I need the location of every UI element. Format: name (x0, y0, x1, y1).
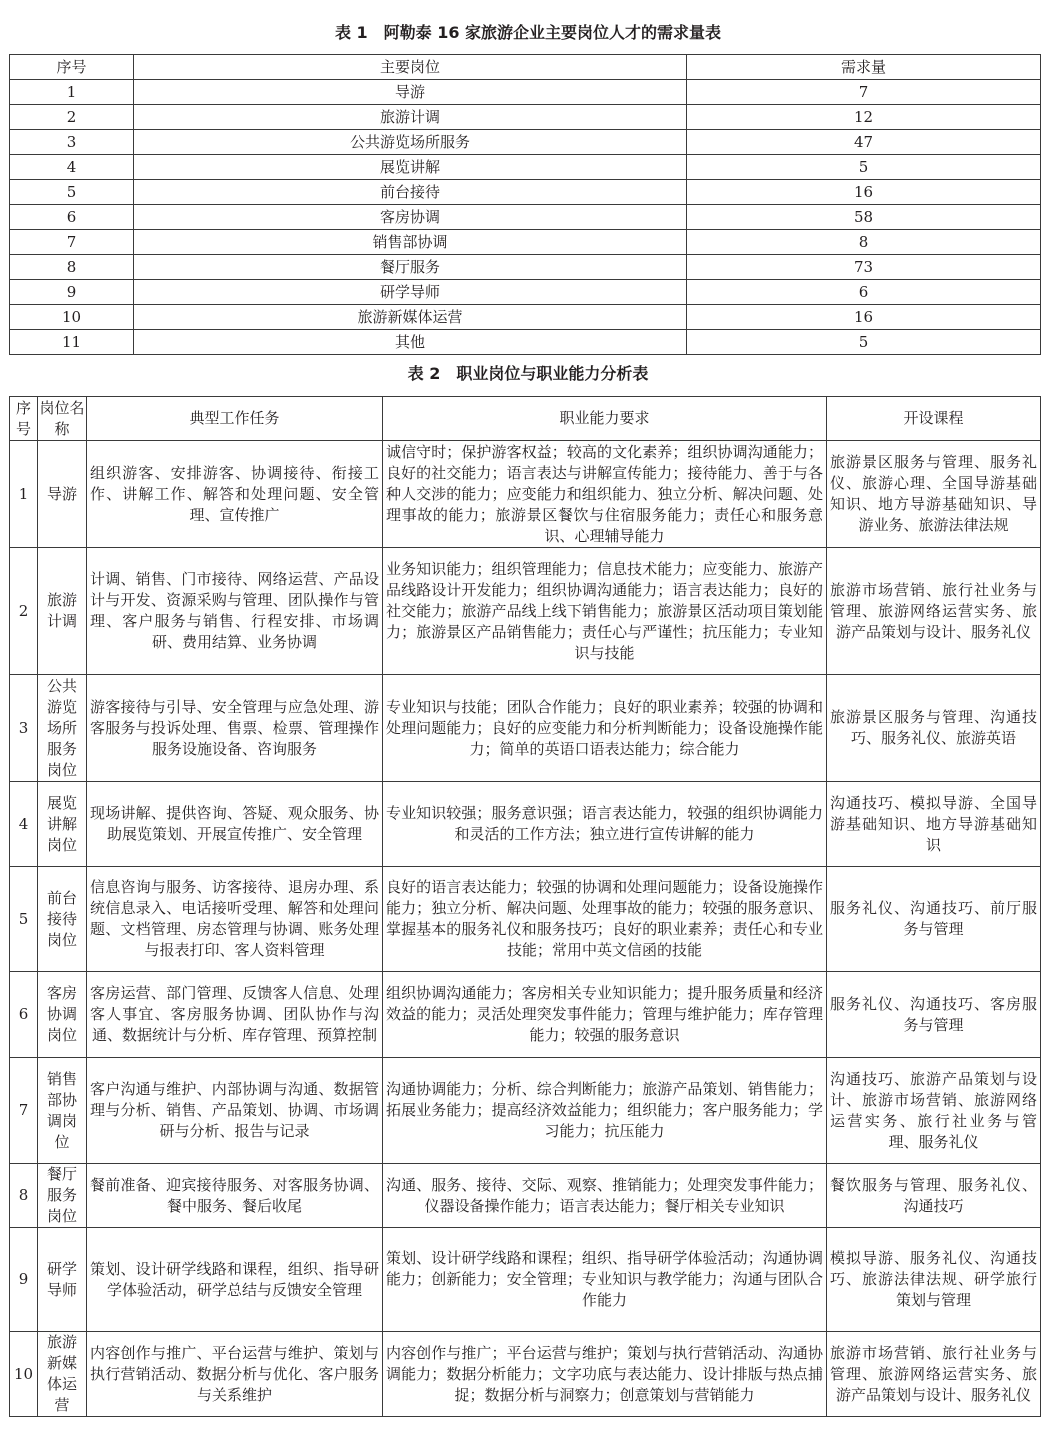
table-row (10, 80, 1041, 105)
row-no: 1 (10, 80, 134, 105)
row-no: 10 (10, 1332, 38, 1417)
row-no: 8 (10, 1164, 38, 1228)
row-typical-tasks: 内容创作与推广、平台运营与维护、策划与执行营销活动、数据分析与优化、客户服务与关系维护 (87, 1332, 383, 1417)
col-header-position-name: 岗位名称 (38, 397, 87, 441)
row-typical-tasks: 计调、销售、门市接待、网络运营、产品设计与开发、资源采购与管理、团队操作与管理、客户服务与销售、行程安排、市场调研、费用结算、业务协调 (87, 548, 383, 675)
row-position-name: 公共游览场所服务岗位 (38, 675, 87, 782)
row-no: 1 (10, 441, 38, 548)
row-typical-tasks: 游客接待与引导、安全管理与应急处理、游客服务与投诉处理、售票、检票、管理操作服务设施设备、咨询服务 (87, 675, 383, 782)
row-no: 9 (10, 1228, 38, 1332)
row-position: 餐厅服务 (134, 255, 687, 280)
table2-title: 表 2 职业岗位与职业能力分析表 (407, 364, 649, 383)
col-header-no: 序号 (10, 397, 38, 441)
row-courses: 旅游景区服务与管理、沟通技巧、服务礼仪、旅游英语 (827, 675, 1041, 782)
row-demand: 6 (687, 280, 1041, 305)
row-no: 6 (10, 205, 134, 230)
row-ability-requirements: 沟通、服务、接待、交际、观察、推销能力；处理突发事件能力；仪器设备操作能力；语言表达能力；餐厅相关专业知识 (383, 1164, 827, 1228)
row-position-name: 导游 (38, 441, 87, 548)
row-ability-requirements: 组织协调沟通能力；客房相关专业知识能力；提升服务质量和经济效益的能力；灵活处理突发事件能力；管理与维护能力；库存管理能力；较强的服务意识 (383, 972, 827, 1058)
row-typical-tasks: 客房运营、部门管理、反馈客人信息、处理客人事宜、客房服务协调、团队协作与沟通、数据统计与分析、库存管理、预算控制 (87, 972, 383, 1058)
col-header-ability-requirements: 职业能力要求 (383, 397, 827, 441)
row-position: 其他 (134, 330, 687, 355)
row-position: 展览讲解 (134, 155, 687, 180)
table-row (10, 1332, 1041, 1417)
table-row (10, 867, 1041, 972)
table-row (10, 441, 1041, 548)
table-row (10, 155, 1041, 180)
table-row (10, 1164, 1041, 1228)
table2-header-row (10, 397, 1041, 441)
row-demand: 16 (687, 180, 1041, 205)
row-no: 2 (10, 548, 38, 675)
row-courses: 模拟导游、服务礼仪、沟通技巧、旅游法律法规、研学旅行策划与管理 (827, 1228, 1041, 1332)
table-row (10, 330, 1041, 355)
row-ability-requirements: 专业知识较强；服务意识强；语言表达能力，较强的组织协调能力和灵活的工作方法；独立进行宣传讲解的能力 (383, 782, 827, 867)
row-no: 4 (10, 782, 38, 867)
row-position-name: 旅游新媒体运营 (38, 1332, 87, 1417)
row-ability-requirements: 沟通协调能力；分析、综合判断能力；旅游产品策划、销售能力；拓展业务能力；提高经济效益能力；组织能力；客户服务能力；学习能力；抗压能力 (383, 1058, 827, 1164)
row-demand: 47 (687, 130, 1041, 155)
row-position: 旅游新媒体运营 (134, 305, 687, 330)
table-row (10, 1228, 1041, 1332)
row-position: 客房协调 (134, 205, 687, 230)
row-position-name: 餐厅服务岗位 (38, 1164, 87, 1228)
row-courses: 旅游市场营销、旅行社业务与管理、旅游网络运营实务、旅游产品策划与设计、服务礼仪 (827, 548, 1041, 675)
row-no: 5 (10, 867, 38, 972)
row-ability-requirements: 策划、设计研学线路和课程；组织、指导研学体验活动；沟通协调能力；创新能力；安全管理；专业知识与教学能力；沟通与团队合作能力 (383, 1228, 827, 1332)
position-ability-table (9, 396, 1041, 1417)
row-typical-tasks: 现场讲解、提供咨询、答疑、观众服务、协助展览策划、开展宣传推广、安全管理 (87, 782, 383, 867)
row-ability-requirements: 诚信守时；保护游客权益；较高的文化素养；组织协调沟通能力；良好的社交能力；语言表达与讲解宣传能力；接待能力、善于与各种人交涉的能力；应变能力和组织能力、独立分析、解决问题、处理事故的能力；旅游景区餐饮与住宿服务能力；责任心和服务意识、心理辅导能力 (383, 441, 827, 548)
row-position-name: 旅游计调 (38, 548, 87, 675)
table-row (10, 105, 1041, 130)
row-position: 前台接待 (134, 180, 687, 205)
row-no: 2 (10, 105, 134, 130)
job-demand-table (9, 54, 1041, 355)
col-header-no: 序号 (10, 55, 134, 80)
row-no: 11 (10, 330, 134, 355)
table1-title: 表 1 阿勒泰 16 家旅游企业主要岗位人才的需求量表 (334, 23, 722, 42)
col-header-position: 主要岗位 (134, 55, 687, 80)
row-no: 7 (10, 1058, 38, 1164)
table-row (10, 255, 1041, 280)
table-row (10, 230, 1041, 255)
row-no: 3 (10, 130, 134, 155)
table-row (10, 782, 1041, 867)
row-typical-tasks: 客户沟通与维护、内部协调与沟通、数据管理与分析、销售、产品策划、协调、市场调研与分析、报告与记录 (87, 1058, 383, 1164)
col-header-demand: 需求量 (687, 55, 1041, 80)
row-ability-requirements: 良好的语言表达能力；较强的协调和处理问题能力；设备设施操作能力；独立分析、解决问题、处理事故的能力；较强的服务意识、掌握基本的服务礼仪和服务技巧；良好的职业素养；责任心和专业技能；常用中英文信函的技能 (383, 867, 827, 972)
row-demand: 8 (687, 230, 1041, 255)
table-row (10, 548, 1041, 675)
row-position-name: 前台接待岗位 (38, 867, 87, 972)
col-header-typical-tasks: 典型工作任务 (87, 397, 383, 441)
row-position: 研学导师 (134, 280, 687, 305)
row-typical-tasks: 信息咨询与服务、访客接待、退房办理、系统信息录入、电话接听受理、解答和处理问题、文档管理、房态管理与协调、账务处理与报表打印、客人资料管理 (87, 867, 383, 972)
row-courses: 沟通技巧、模拟导游、全国导游基础知识、地方导游基础知识 (827, 782, 1041, 867)
row-no: 7 (10, 230, 134, 255)
row-courses: 旅游市场营销、旅行社业务与管理、旅游网络运营实务、旅游产品策划与设计、服务礼仪 (827, 1332, 1041, 1417)
row-position: 旅游计调 (134, 105, 687, 130)
row-typical-tasks: 组织游客、安排游客、协调接待、衔接工作、讲解工作、解答和处理问题、安全管理、宣传推广 (87, 441, 383, 548)
row-position-name: 销售部协调岗位 (38, 1058, 87, 1164)
row-demand: 5 (687, 155, 1041, 180)
row-demand: 5 (687, 330, 1041, 355)
row-demand: 16 (687, 305, 1041, 330)
row-demand: 58 (687, 205, 1041, 230)
table1-header-row (10, 55, 1041, 80)
row-position: 导游 (134, 80, 687, 105)
row-courses: 旅游景区服务与管理、服务礼仪、旅游心理、全国导游基础知识、地方导游基础知识、导游业务、旅游法律法规 (827, 441, 1041, 548)
row-position-name: 展览讲解岗位 (38, 782, 87, 867)
row-no: 10 (10, 305, 134, 330)
row-no: 9 (10, 280, 134, 305)
row-no: 8 (10, 255, 134, 280)
row-demand: 7 (687, 80, 1041, 105)
row-courses: 餐饮服务与管理、服务礼仪、沟通技巧 (827, 1164, 1041, 1228)
table-row (10, 675, 1041, 782)
row-no: 6 (10, 972, 38, 1058)
row-demand: 12 (687, 105, 1041, 130)
row-typical-tasks: 策划、设计研学线路和课程，组织、指导研学体验活动，研学总结与反馈安全管理 (87, 1228, 383, 1332)
table-row (10, 180, 1041, 205)
row-no: 3 (10, 675, 38, 782)
table-row (10, 305, 1041, 330)
row-no: 4 (10, 155, 134, 180)
row-no: 5 (10, 180, 134, 205)
row-typical-tasks: 餐前准备、迎宾接待服务、对客服务协调、餐中服务、餐后收尾 (87, 1164, 383, 1228)
table-row (10, 1058, 1041, 1164)
col-header-courses: 开设课程 (827, 397, 1041, 441)
table-row (10, 280, 1041, 305)
row-position-name: 客房协调岗位 (38, 972, 87, 1058)
row-ability-requirements: 专业知识与技能；团队合作能力；良好的职业素养；较强的协调和处理问题能力；良好的应变能力和分析判断能力；设备设施操作能力；简单的英语口语表达能力；综合能力 (383, 675, 827, 782)
table-row (10, 972, 1041, 1058)
row-position: 公共游览场所服务 (134, 130, 687, 155)
table-row (10, 205, 1041, 230)
row-ability-requirements: 业务知识能力；组织管理能力；信息技术能力；应变能力、旅游产品线路设计开发能力；组织协调沟通能力；语言表达能力；良好的社交能力；旅游产品线上线下销售能力；旅游景区活动项目策划能力；旅游景区产品销售能力；责任心与严谨性；抗压能力；专业知识与技能 (383, 548, 827, 675)
row-demand: 73 (687, 255, 1041, 280)
row-courses: 沟通技巧、旅游产品策划与设计、旅游市场营销、旅游网络运营实务、旅行社业务与管理、服务礼仪 (827, 1058, 1041, 1164)
row-position: 销售部协调 (134, 230, 687, 255)
row-ability-requirements: 内容创作与推广；平台运营与维护；策划与执行营销活动、沟通协调能力；数据分析能力；文字功底与表达能力、设计排版与热点捕捉；数据分析与洞察力；创意策划与营销能力 (383, 1332, 827, 1417)
table-row (10, 130, 1041, 155)
row-position-name: 研学导师 (38, 1228, 87, 1332)
row-courses: 服务礼仪、沟通技巧、客房服务与管理 (827, 972, 1041, 1058)
row-courses: 服务礼仪、沟通技巧、前厅服务与管理 (827, 867, 1041, 972)
